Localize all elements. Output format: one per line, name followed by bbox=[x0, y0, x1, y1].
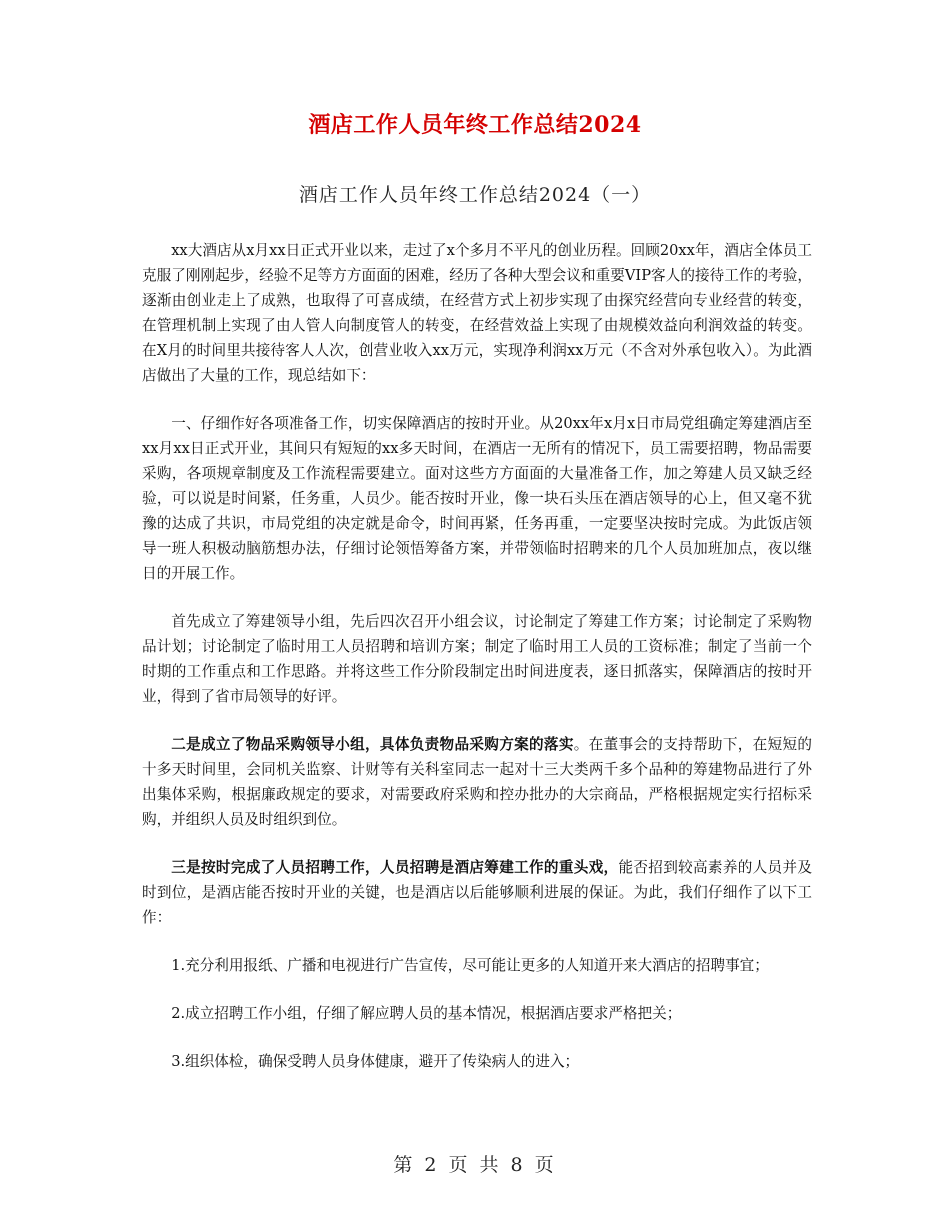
paragraph-lead: 三是按时完成了人员招聘工作，人员招聘是酒店筹建工作的重头戏， bbox=[171, 859, 619, 876]
paragraph-text: 。在董事会的支持帮助下，在短短的十多天时间里，会同机关监察、计财等有关科室同志一起对十三大类两千多个品种的筹建物品进行了外出集体采购，根据廉政规定的要求，对需要政府采购和控办批办的大宗商品，严格根据规定实行招标采购，并组织人员及时组织到位。 bbox=[142, 736, 812, 828]
paragraph-text: 1.充分利用报纸、广播和电视进行广告宣传，尽可能让更多的人知道开来大酒店的招聘事宜； bbox=[171, 957, 769, 974]
paragraph-recruitment bbox=[142, 855, 812, 930]
paragraph-section-one bbox=[142, 411, 812, 586]
paragraph-text: 首先成立了筹建领导小组，先后四次召开小组会议，讨论制定了筹建工作方案；讨论制定了采购物品计划；讨论制定了临时用工人员招聘和培训方案；制定了临时用工人员的工资标准；制定了当前一个时期的工作重点和工作思路。并将这些工作分阶段制定出时间进度表，逐日抓落实，保障酒店的按时开业，得到了省市局领导的好评。 bbox=[142, 613, 812, 705]
paragraph-leadership-group bbox=[142, 609, 812, 709]
page-number-footer: 第 2 页 共 8 页 bbox=[393, 1154, 557, 1176]
paragraph-text: 2.成立招聘工作小组，仔细了解应聘人员的基本情况，根据酒店要求严格把关； bbox=[171, 1005, 682, 1022]
document-title: 酒店工作人员年终工作总结2024 bbox=[308, 112, 642, 138]
paragraph-procurement bbox=[142, 732, 812, 832]
document-body bbox=[142, 238, 812, 1097]
paragraph-intro bbox=[142, 238, 812, 388]
document-subtitle: 酒店工作人员年终工作总结2024（一） bbox=[298, 184, 652, 206]
list-item-2 bbox=[142, 1001, 812, 1026]
paragraph-text: xx大酒店从x月xx日正式开业以来，走过了x个多月不平凡的创业历程。回顾20xx年，酒店全体员工克服了刚刚起步，经验不足等方方面面的困难，经历了各种大型会议和重要VIP客人的接待工作的考验，逐渐由创业走上了成熟，也取得了可喜成绩，在经营方式上初步实现了由探究经营向专业经营的转变，在管理机制上实现了由人管人向制度管人的转变，在经营效益上实现了由规模效益向利润效益的转变。在X月的时间里共接待客人人次，创营业收入xx万元，实现净利润xx万元（不含对外承包收入）。为此酒店做出了大量的工作，现总结如下： bbox=[142, 242, 812, 384]
list-item-3 bbox=[142, 1049, 812, 1074]
paragraph-text: 3.组织体检，确保受聘人员身体健康，避开了传染病人的进入； bbox=[171, 1053, 580, 1070]
paragraph-text: 一、仔细作好各项准备工作，切实保障酒店的按时开业。从20xx年x月x日市局党组确定筹建酒店至xx月xx日正式开业，其间只有短短的xx多天时间，在酒店一无所有的情况下，员工需要招聘，物品需要采购，各项规章制度及工作流程需要建立。面对这些方方面面的大量准备工作，加之筹建人员又缺乏经验，可以说是时间紧，任务重，人员少。能否按时开业，像一块石头压在酒店领导的心上，但又毫不犹豫的达成了共识，市局党组的决定就是命令，时间再紧，任务再重，一定要坚决按时完成。为此饭店领导一班人积极动脑筋想办法，仔细讨论领悟筹备方案，并带领临时招聘来的几个人员加班加点，夜以继日的开展工作。 bbox=[142, 415, 812, 582]
list-item-1 bbox=[142, 953, 812, 978]
paragraph-lead: 二是成立了物品采购领导小组，具体负责物品采购方案的落实 bbox=[171, 736, 574, 753]
paragraph-text: 能否招到较高素养的人员并及时到位，是酒店能否按时开业的关键，也是酒店以后能够顺利进展的保证。为此，我们仔细作了以下工作： bbox=[142, 859, 812, 926]
